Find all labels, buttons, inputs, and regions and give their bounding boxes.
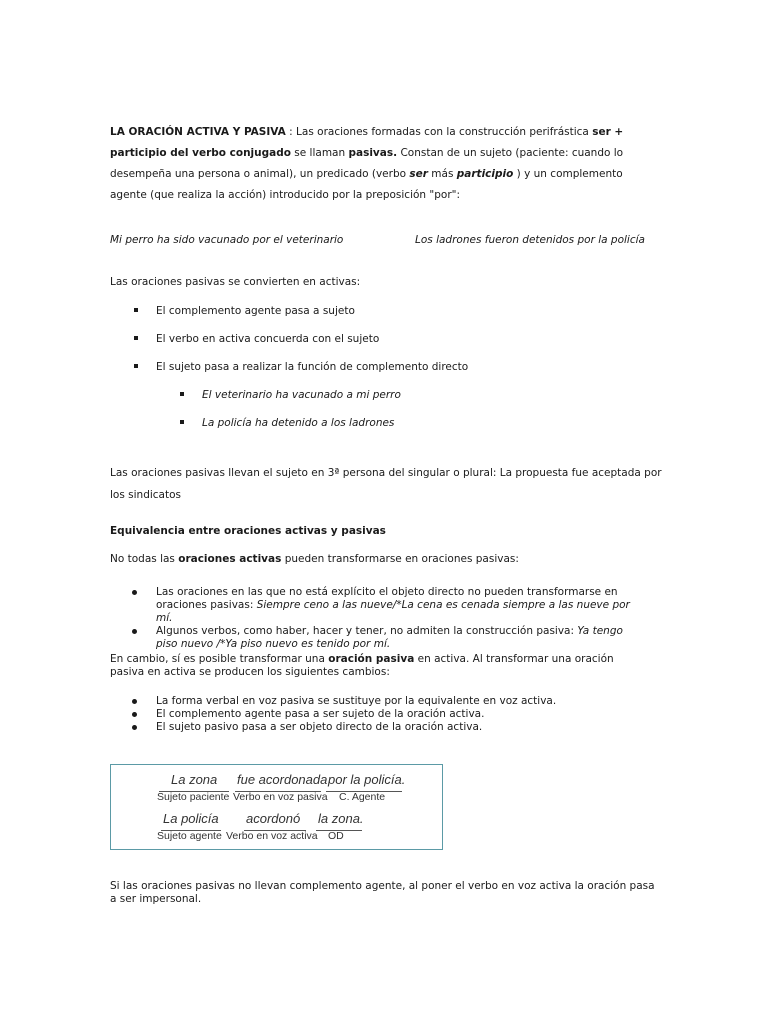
equivalence-intro <box>110 553 662 565</box>
list-item-text: Las oraciones en las que no está explícito el objeto directo no pueden transformarse en oraciones pasivas: <box>156 586 618 611</box>
intro-bold-term: participio del verbo conjugado <box>110 147 291 159</box>
figure-word: por la policía. <box>328 772 406 787</box>
example-sentence: Mi perro ha sido vacunado por el veterinario <box>110 234 344 246</box>
final-paragraph: Si las oraciones pasivas no llevan complemento agente, al poner el verbo en voz activa la oración pasa a ser impersonal. <box>110 880 655 905</box>
list-item-example: Siempre ceno a las nueve/*La cena es cenada siempre a las nueve por mí. <box>156 599 630 624</box>
conversion-list <box>110 302 662 386</box>
intro-text: Constan de un sujeto (paciente: cuando lo desempeña una persona o animal), un predicado (verbo <box>110 147 624 180</box>
equivalence-heading: Equivalencia entre oraciones activas y pasivas <box>110 525 386 537</box>
intro-text: ) y un complemento agente (que realiza la acción) introducido por la preposición "por": <box>110 168 623 201</box>
paragraph-text: No todas las <box>110 553 179 565</box>
intro-bold-term: ser <box>592 126 611 138</box>
figure-word: fue acordonada <box>237 772 328 787</box>
intro-text: Las oraciones formadas con la construcción perifrástica <box>296 126 593 138</box>
example-sentences <box>110 234 670 246</box>
list-item <box>110 586 630 625</box>
restrictions-list <box>110 586 630 651</box>
example-sentence: Los ladrones fueron detenidos por la policía <box>415 234 645 246</box>
figure-label: Sujeto paciente <box>157 791 230 803</box>
figure-label: Verbo en voz activa <box>226 830 318 842</box>
figure-word: La zona <box>171 772 218 787</box>
list-item-example: Ya tengo piso nuevo /*Ya piso nuevo es tenido por mí. <box>156 625 623 650</box>
paragraph-text: En cambio, sí es posible transformar una <box>110 653 329 665</box>
paragraph-text: en activa. Al transformar una oración pasiva en activa se producen los siguientes cambios: <box>110 653 614 678</box>
list-item <box>110 625 630 651</box>
intro-plus: + <box>610 126 624 138</box>
intro-bold-italic-term: ser <box>409 168 428 180</box>
intro-bold-term: pasivas. <box>348 147 398 159</box>
bold-term: oración pasiva <box>328 653 415 665</box>
section-title: LA ORACIÓN ACTIVA Y PASIVA <box>110 126 286 138</box>
figure-word: La policía <box>163 811 219 826</box>
bold-term: oraciones activas <box>178 553 282 565</box>
figure-label: Verbo en voz pasiva <box>233 791 328 803</box>
list-item: El veterinario ha vacunado a mi perro <box>110 386 662 414</box>
intro-bold-italic-term: participio <box>456 168 514 180</box>
paragraph-text: pueden transformarse en oraciones pasivas: <box>281 553 519 565</box>
figure-word: acordonó <box>246 811 301 826</box>
figure-word: la zona. <box>318 811 364 826</box>
changes-list <box>110 695 630 734</box>
list-item-text: Algunos verbos, como haber, hacer y tener, no admiten la construcción pasiva: <box>156 625 578 637</box>
intro-text: más <box>427 168 457 180</box>
list-item: La policía ha detenido a los ladrones <box>110 414 662 442</box>
list-item: El complemento agente pasa a sujeto <box>110 302 662 330</box>
conversion-heading: Las oraciones pasivas se convierten en activas: <box>110 276 361 288</box>
intro-separator: : <box>285 126 297 138</box>
passive-to-active-paragraph <box>110 653 650 679</box>
intro-paragraph <box>110 122 662 206</box>
passive-active-figure <box>110 764 443 850</box>
conversion-sublist <box>110 386 662 442</box>
figure-label: C. Agente <box>339 791 386 803</box>
list-item: El verbo en activa concuerda con el sujeto <box>110 330 662 358</box>
figure-label: OD <box>328 830 344 842</box>
third-person-paragraph: Las oraciones pasivas llevan el sujeto en 3ª persona del singular o plural: La propuesta fue aceptada por los sindicatos <box>110 467 662 501</box>
list-item: La forma verbal en voz pasiva se sustituye por la equivalente en voz activa. <box>110 695 630 708</box>
figure-label: Sujeto agente <box>157 830 222 842</box>
intro-text: se llaman <box>290 147 349 159</box>
list-item: El sujeto pasa a realizar la función de complemento directo <box>110 358 662 386</box>
list-item: El sujeto pasivo pasa a ser objeto directo de la oración activa. <box>110 721 630 734</box>
list-item: El complemento agente pasa a ser sujeto de la oración activa. <box>110 708 630 721</box>
